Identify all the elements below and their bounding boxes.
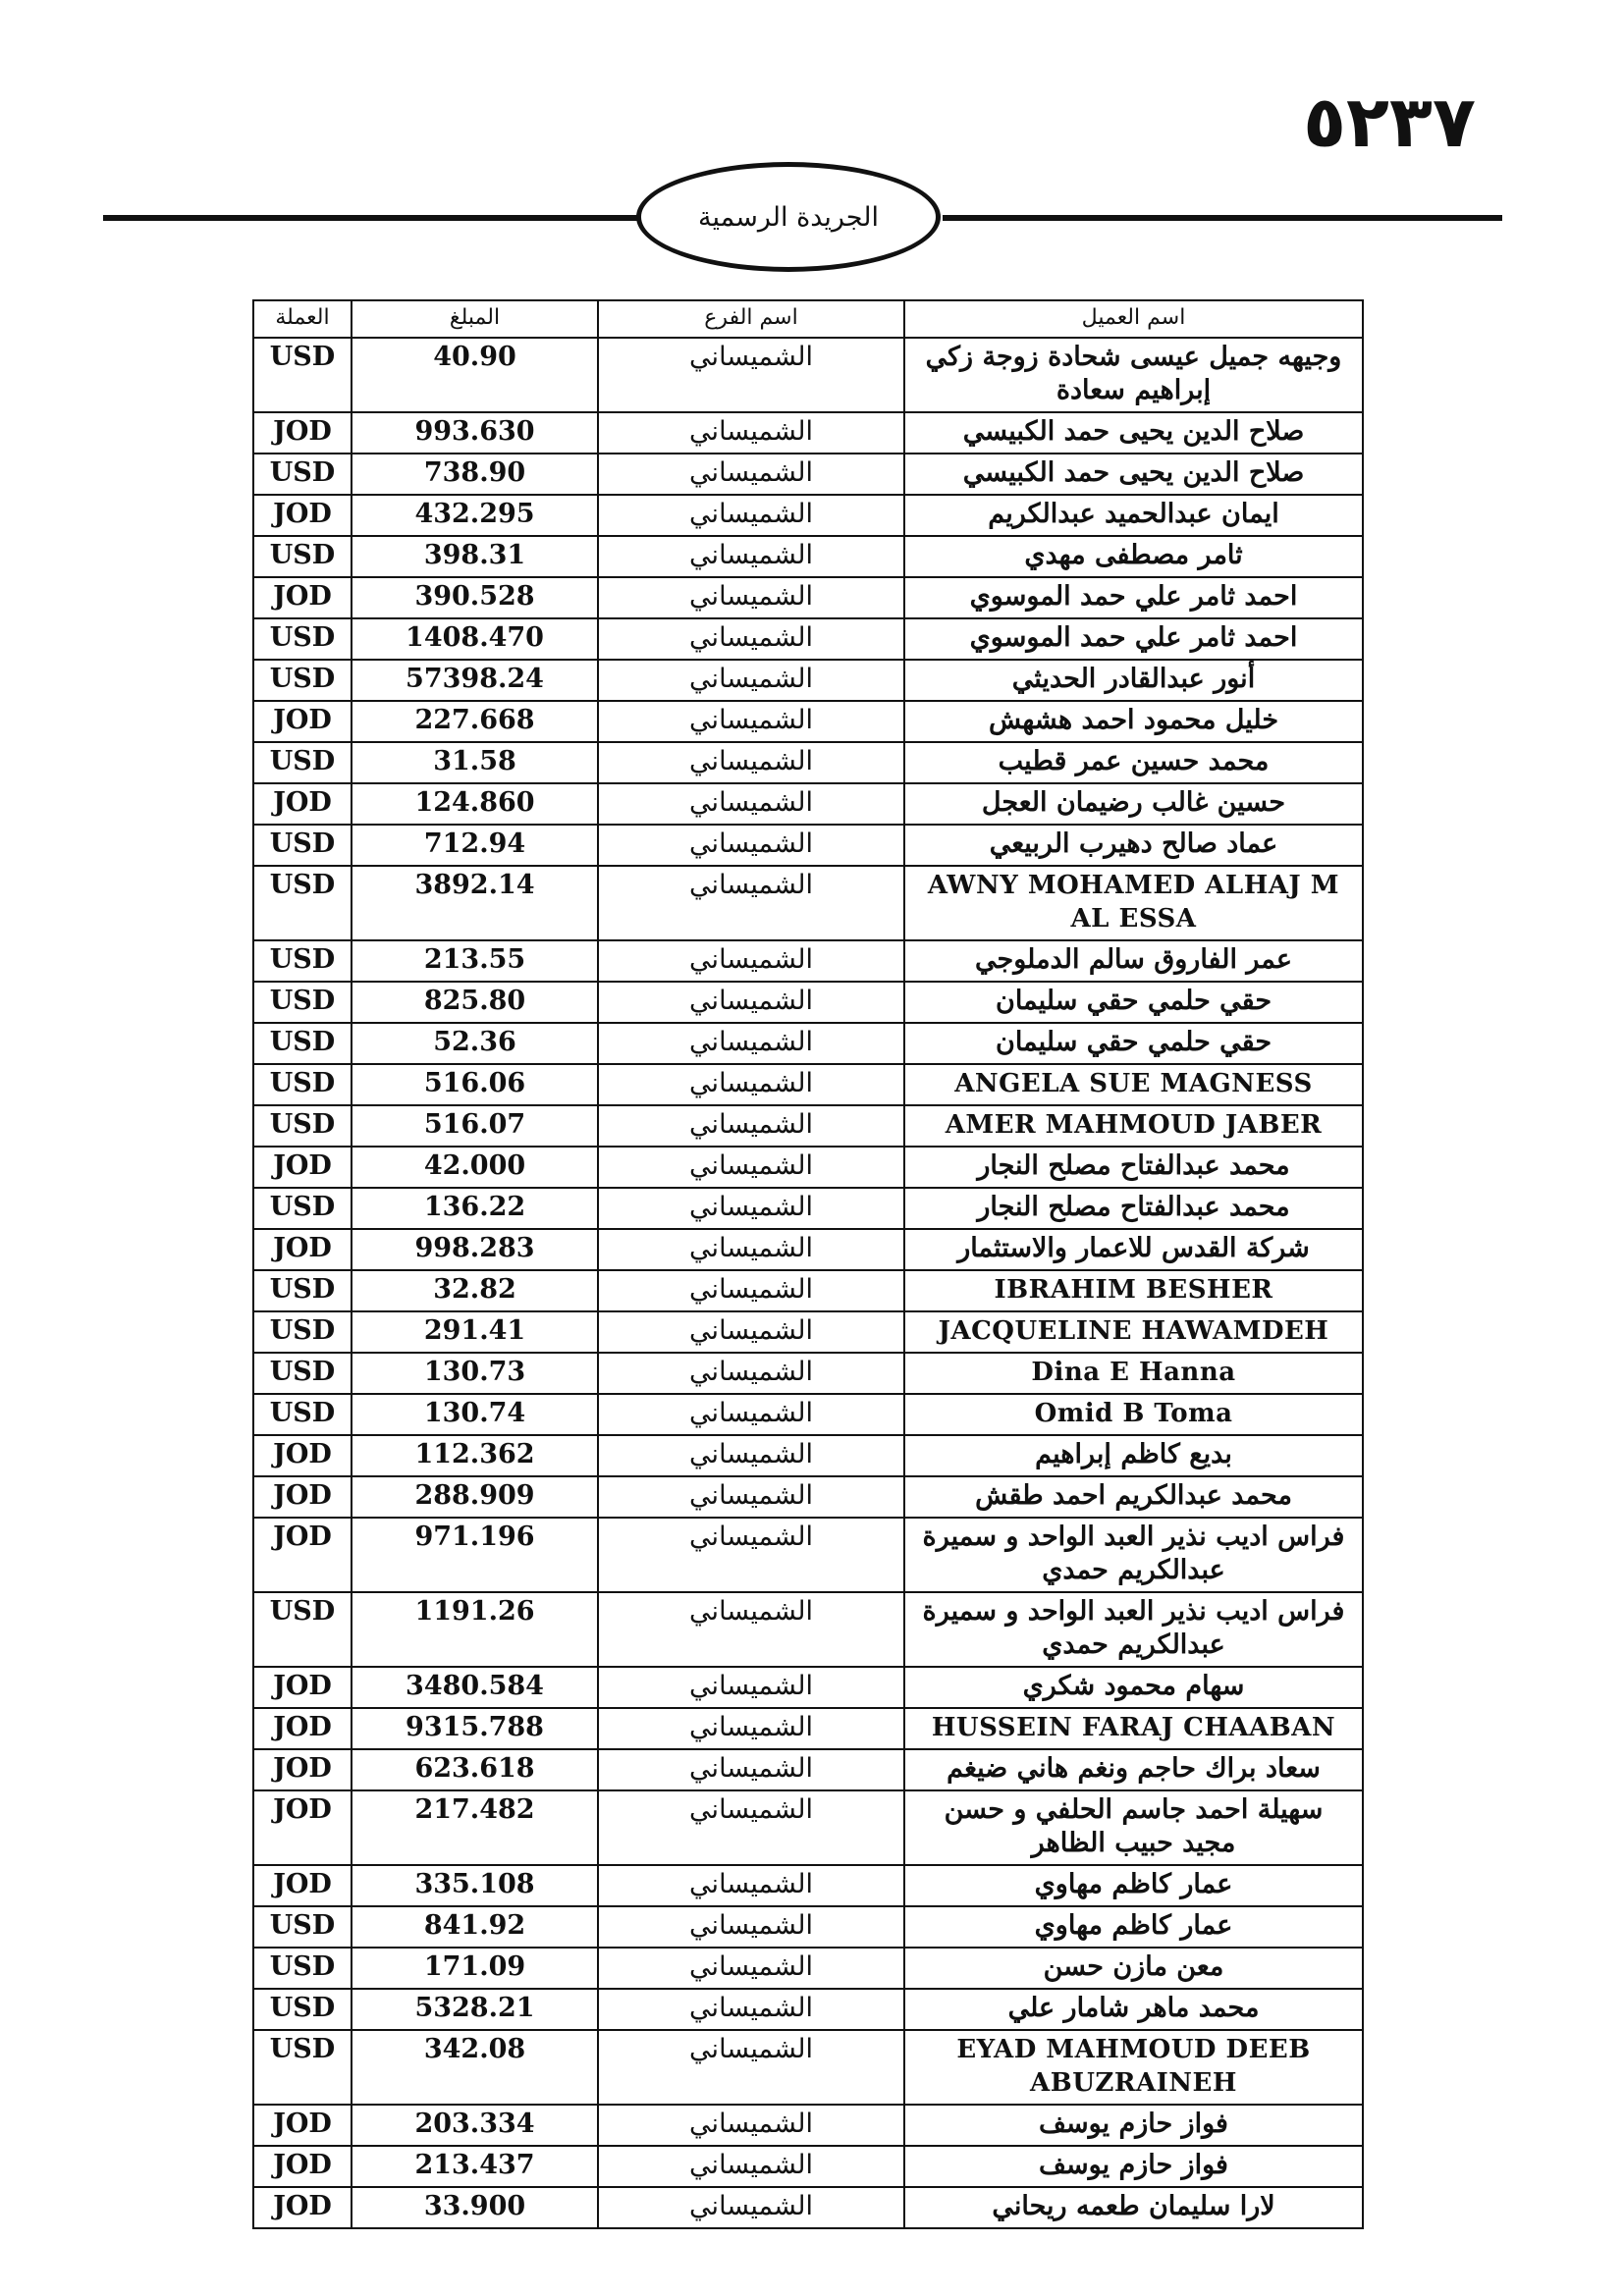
amount-cell: 841.92	[352, 1906, 598, 1948]
currency-cell: JOD	[253, 1476, 352, 1518]
header-amount: المبلغ	[352, 300, 598, 338]
client-name-cell: محمد حسين عمر قطيب	[904, 742, 1363, 783]
client-name-cell: لارا سليمان طعمه ريحاني	[904, 2187, 1363, 2228]
amount-cell: 288.909	[352, 1476, 598, 1518]
client-name-cell: سهام محمود شكري	[904, 1667, 1363, 1708]
amount-cell: 398.31	[352, 536, 598, 577]
amount-cell: 390.528	[352, 577, 598, 618]
branch-cell: الشميساني	[598, 1147, 904, 1188]
branch-cell: الشميساني	[598, 742, 904, 783]
branch-cell: الشميساني	[598, 1394, 904, 1435]
currency-cell: USD	[253, 338, 352, 412]
branch-cell: الشميساني	[598, 825, 904, 866]
currency-cell: JOD	[253, 783, 352, 825]
currency-cell: USD	[253, 866, 352, 940]
client-name-cell: أنور عبدالقادر الحديثي	[904, 660, 1363, 701]
client-name-cell: Omid B Toma	[904, 1394, 1363, 1435]
currency-cell: USD	[253, 1311, 352, 1353]
table-row	[253, 1023, 1363, 1064]
currency-cell: JOD	[253, 577, 352, 618]
client-name-cell: عماد صالح دهيرب الربيعي	[904, 825, 1363, 866]
branch-cell: الشميساني	[598, 1989, 904, 2030]
branch-cell: الشميساني	[598, 1229, 904, 1270]
table-row	[253, 2030, 1363, 2105]
amount-cell: 712.94	[352, 825, 598, 866]
branch-cell: الشميساني	[598, 660, 904, 701]
client-name-cell: فواز حازم يوسف	[904, 2105, 1363, 2146]
currency-cell: JOD	[253, 2105, 352, 2146]
branch-cell: الشميساني	[598, 2105, 904, 2146]
currency-cell: USD	[253, 2030, 352, 2105]
client-name-cell: وجيهه جميل عيسى شحادة زوجة زكي إبراهيم سعادة	[904, 338, 1363, 412]
amount-cell: 998.283	[352, 1229, 598, 1270]
branch-cell: الشميساني	[598, 866, 904, 940]
table-row	[253, 1476, 1363, 1518]
client-name-cell: فراس اديب نذير العبد الواحد و سميرة عبدالكريم حمدي	[904, 1592, 1363, 1667]
amount-cell: 993.630	[352, 412, 598, 454]
currency-cell: USD	[253, 982, 352, 1023]
table-row	[253, 742, 1363, 783]
branch-cell: الشميساني	[598, 1188, 904, 1229]
table-row	[253, 1353, 1363, 1394]
branch-cell: الشميساني	[598, 412, 904, 454]
client-name-cell: HUSSEIN FARAJ CHAABAN	[904, 1708, 1363, 1749]
table-row	[253, 2187, 1363, 2228]
currency-cell: USD	[253, 1989, 352, 2030]
table-row	[253, 1948, 1363, 1989]
branch-cell: الشميساني	[598, 1270, 904, 1311]
table-row	[253, 1865, 1363, 1906]
branch-cell: الشميساني	[598, 1023, 904, 1064]
branch-cell: الشميساني	[598, 2146, 904, 2187]
page-number: ٥٢٣٧	[1303, 80, 1476, 163]
table-row	[253, 1270, 1363, 1311]
amount-cell: 227.668	[352, 701, 598, 742]
branch-cell: الشميساني	[598, 1906, 904, 1948]
currency-cell: JOD	[253, 412, 352, 454]
table-row	[253, 577, 1363, 618]
header-rule-left	[103, 215, 638, 221]
amount-cell: 42.000	[352, 1147, 598, 1188]
table-header-row	[253, 300, 1363, 338]
client-name-cell: حسين غالب رضيمان العجل	[904, 783, 1363, 825]
branch-cell: الشميساني	[598, 1105, 904, 1147]
header-client: اسم العميل	[904, 300, 1363, 338]
branch-cell: الشميساني	[598, 940, 904, 982]
branch-cell: الشميساني	[598, 495, 904, 536]
table-row	[253, 783, 1363, 825]
currency-cell: USD	[253, 1188, 352, 1229]
client-name-cell: سعاد براك حاجم ونغم هاني ضيغم	[904, 1749, 1363, 1790]
header-rule-right	[943, 215, 1502, 221]
amount-cell: 130.73	[352, 1353, 598, 1394]
currency-cell: JOD	[253, 1518, 352, 1592]
table-row	[253, 1518, 1363, 1592]
currency-cell: USD	[253, 660, 352, 701]
currency-cell: JOD	[253, 1435, 352, 1476]
branch-cell: الشميساني	[598, 1749, 904, 1790]
table-row	[253, 412, 1363, 454]
table-row	[253, 618, 1363, 660]
table-row	[253, 660, 1363, 701]
table-row	[253, 1188, 1363, 1229]
currency-cell: JOD	[253, 1667, 352, 1708]
table-body	[253, 338, 1363, 2228]
client-name-cell: IBRAHIM BESHER	[904, 1270, 1363, 1311]
client-name-cell: EYAD MAHMOUD DEEB ABUZRAINEH	[904, 2030, 1363, 2105]
client-name-cell: ثامر مصطفى مهدي	[904, 536, 1363, 577]
amount-cell: 40.90	[352, 338, 598, 412]
clients-table	[252, 299, 1364, 2229]
branch-cell: الشميساني	[598, 338, 904, 412]
amount-cell: 171.09	[352, 1948, 598, 1989]
amount-cell: 52.36	[352, 1023, 598, 1064]
table-row	[253, 1989, 1363, 2030]
client-name-cell: خليل محمود احمد هشهش	[904, 701, 1363, 742]
header-currency: العملة	[253, 300, 352, 338]
amount-cell: 124.860	[352, 783, 598, 825]
header-branch: اسم الفرع	[598, 300, 904, 338]
currency-cell: JOD	[253, 701, 352, 742]
table-row	[253, 338, 1363, 412]
amount-cell: 213.55	[352, 940, 598, 982]
currency-cell: USD	[253, 742, 352, 783]
table-row	[253, 1435, 1363, 1476]
currency-cell: USD	[253, 1948, 352, 1989]
table-row	[253, 701, 1363, 742]
table-row	[253, 1906, 1363, 1948]
client-name-cell: ANGELA SUE MAGNESS	[904, 1064, 1363, 1105]
client-name-cell: Dina E Hanna	[904, 1353, 1363, 1394]
branch-cell: الشميساني	[598, 1667, 904, 1708]
currency-cell: USD	[253, 454, 352, 495]
currency-cell: USD	[253, 1592, 352, 1667]
branch-cell: الشميساني	[598, 2030, 904, 2105]
currency-cell: JOD	[253, 1865, 352, 1906]
table-row	[253, 1229, 1363, 1270]
currency-cell: USD	[253, 825, 352, 866]
table-row	[253, 536, 1363, 577]
table-row	[253, 825, 1363, 866]
branch-cell: الشميساني	[598, 454, 904, 495]
amount-cell: 57398.24	[352, 660, 598, 701]
publication-title: الجريدة الرسمية	[698, 201, 879, 233]
branch-cell: الشميساني	[598, 1708, 904, 1749]
table-row	[253, 940, 1363, 982]
table-row	[253, 1790, 1363, 1865]
branch-cell: الشميساني	[598, 1592, 904, 1667]
client-name-cell: محمد عبدالكريم احمد طقش	[904, 1476, 1363, 1518]
branch-cell: الشميساني	[598, 1353, 904, 1394]
branch-cell: الشميساني	[598, 1435, 904, 1476]
branch-cell: الشميساني	[598, 1064, 904, 1105]
branch-cell: الشميساني	[598, 618, 904, 660]
amount-cell: 9315.788	[352, 1708, 598, 1749]
header-oval	[636, 162, 941, 272]
table-row	[253, 495, 1363, 536]
branch-cell: الشميساني	[598, 1476, 904, 1518]
client-name-cell: بديع كاظم إبراهيم	[904, 1435, 1363, 1476]
currency-cell: JOD	[253, 495, 352, 536]
client-name-cell: محمد ماهر شامار علي	[904, 1989, 1363, 2030]
amount-cell: 342.08	[352, 2030, 598, 2105]
branch-cell: الشميساني	[598, 1790, 904, 1865]
branch-cell: الشميساني	[598, 701, 904, 742]
amount-cell: 971.196	[352, 1518, 598, 1592]
client-name-cell: ايمان عبدالحميد عبدالكريم	[904, 495, 1363, 536]
amount-cell: 3480.584	[352, 1667, 598, 1708]
table-row	[253, 866, 1363, 940]
currency-cell: USD	[253, 536, 352, 577]
branch-cell: الشميساني	[598, 1518, 904, 1592]
client-name-cell: حقي حلمي حقي سليمان	[904, 982, 1363, 1023]
amount-cell: 738.90	[352, 454, 598, 495]
amount-cell: 203.334	[352, 2105, 598, 2146]
client-name-cell: فواز حازم يوسف	[904, 2146, 1363, 2187]
amount-cell: 825.80	[352, 982, 598, 1023]
table-row	[253, 1592, 1363, 1667]
currency-cell: JOD	[253, 1790, 352, 1865]
amount-cell: 516.07	[352, 1105, 598, 1147]
branch-cell: الشميساني	[598, 577, 904, 618]
amount-cell: 5328.21	[352, 1989, 598, 2030]
currency-cell: JOD	[253, 1229, 352, 1270]
table-row	[253, 1394, 1363, 1435]
client-name-cell: شركة القدس للاعمار والاستثمار	[904, 1229, 1363, 1270]
branch-cell: الشميساني	[598, 536, 904, 577]
client-name-cell: احمد ثامر علي حمد الموسوي	[904, 577, 1363, 618]
amount-cell: 432.295	[352, 495, 598, 536]
currency-cell: JOD	[253, 2187, 352, 2228]
amount-cell: 213.437	[352, 2146, 598, 2187]
client-name-cell: JACQUELINE HAWAMDEH	[904, 1311, 1363, 1353]
branch-cell: الشميساني	[598, 2187, 904, 2228]
amount-cell: 1408.470	[352, 618, 598, 660]
branch-cell: الشميساني	[598, 783, 904, 825]
branch-cell: الشميساني	[598, 1865, 904, 1906]
currency-cell: USD	[253, 1906, 352, 1948]
branch-cell: الشميساني	[598, 982, 904, 1023]
currency-cell: USD	[253, 1270, 352, 1311]
currency-cell: USD	[253, 1023, 352, 1064]
currency-cell: USD	[253, 940, 352, 982]
amount-cell: 335.108	[352, 1865, 598, 1906]
client-name-cell: حقي حلمي حقي سليمان	[904, 1023, 1363, 1064]
table-row	[253, 454, 1363, 495]
amount-cell: 291.41	[352, 1311, 598, 1353]
client-name-cell: صلاح الدين يحيى حمد الكبيسي	[904, 454, 1363, 495]
client-name-cell: عمار كاظم مهاوي	[904, 1906, 1363, 1948]
amount-cell: 3892.14	[352, 866, 598, 940]
currency-cell: USD	[253, 618, 352, 660]
client-name-cell: محمد عبدالفتاح مصلح النجار	[904, 1147, 1363, 1188]
table-row	[253, 2105, 1363, 2146]
client-name-cell: سهيلة احمد جاسم الحلفي و حسن مجيد حبيب الظاهر	[904, 1790, 1363, 1865]
amount-cell: 33.900	[352, 2187, 598, 2228]
amount-cell: 112.362	[352, 1435, 598, 1476]
amount-cell: 1191.26	[352, 1592, 598, 1667]
amount-cell: 217.482	[352, 1790, 598, 1865]
client-name-cell: AWNY MOHAMED ALHAJ M AL ESSA	[904, 866, 1363, 940]
currency-cell: JOD	[253, 1147, 352, 1188]
amount-cell: 136.22	[352, 1188, 598, 1229]
currency-cell: JOD	[253, 1708, 352, 1749]
client-name-cell: عمار كاظم مهاوي	[904, 1865, 1363, 1906]
table-row	[253, 982, 1363, 1023]
table-row	[253, 1311, 1363, 1353]
amount-cell: 623.618	[352, 1749, 598, 1790]
client-name-cell: فراس اديب نذير العبد الواحد و سميرة عبدالكريم حمدي	[904, 1518, 1363, 1592]
table-row	[253, 1708, 1363, 1749]
currency-cell: JOD	[253, 1749, 352, 1790]
amount-cell: 32.82	[352, 1270, 598, 1311]
currency-cell: USD	[253, 1064, 352, 1105]
branch-cell: الشميساني	[598, 1948, 904, 1989]
client-name-cell: AMER MAHMOUD JABER	[904, 1105, 1363, 1147]
table-row	[253, 1105, 1363, 1147]
table-row	[253, 2146, 1363, 2187]
client-name-cell: محمد عبدالفتاح مصلح النجار	[904, 1188, 1363, 1229]
amount-cell: 31.58	[352, 742, 598, 783]
amount-cell: 516.06	[352, 1064, 598, 1105]
client-name-cell: احمد ثامر علي حمد الموسوي	[904, 618, 1363, 660]
table-row	[253, 1749, 1363, 1790]
currency-cell: USD	[253, 1394, 352, 1435]
branch-cell: الشميساني	[598, 1311, 904, 1353]
amount-cell: 130.74	[352, 1394, 598, 1435]
table-row	[253, 1667, 1363, 1708]
currency-cell: USD	[253, 1105, 352, 1147]
client-name-cell: صلاح الدين يحيى حمد الكبيسي	[904, 412, 1363, 454]
client-name-cell: عمر الفاروق سالم الدملوجي	[904, 940, 1363, 982]
table-row	[253, 1064, 1363, 1105]
currency-cell: JOD	[253, 2146, 352, 2187]
currency-cell: USD	[253, 1353, 352, 1394]
client-name-cell: معن مازن حسن	[904, 1948, 1363, 1989]
table-row	[253, 1147, 1363, 1188]
